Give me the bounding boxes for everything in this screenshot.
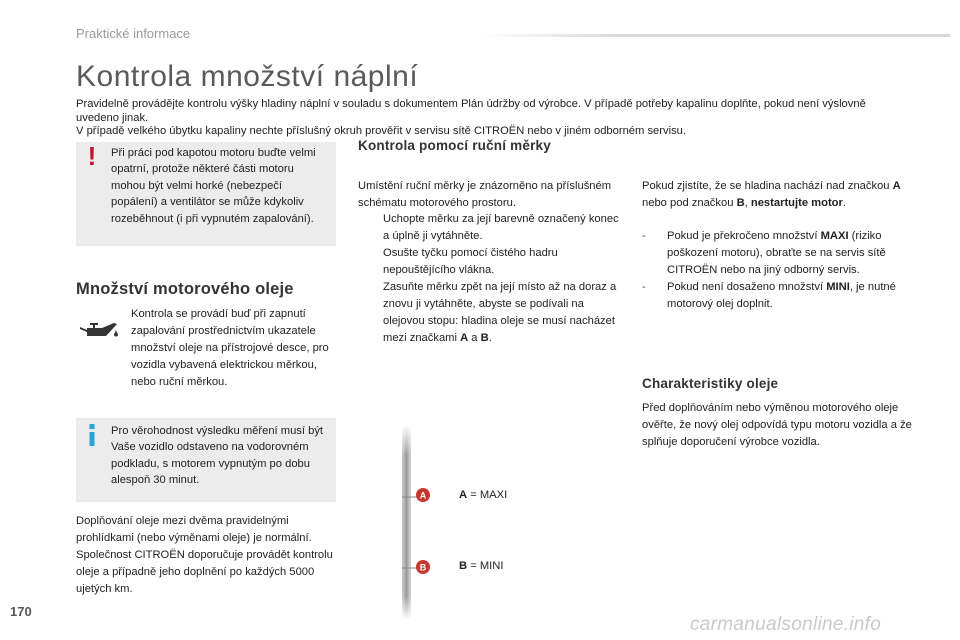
level-instructions — [642, 228, 917, 313]
dipstick-steps — [358, 211, 628, 347]
marker-a-label: A — [419, 490, 427, 501]
characteristics-title: Charakteristiky oleje — [642, 376, 779, 391]
intro-paragraph — [76, 98, 906, 139]
list-item: Osušte tyčku pomocí čistého hadru nepouštějícího vlákna. — [383, 247, 558, 276]
dash-marker: - — [642, 230, 646, 242]
exclamation-icon: ! — [87, 141, 97, 171]
section-label: Praktické informace — [76, 26, 191, 41]
list-item: - Pokud je překročeno množství MAXI (riziko poškození motoru), obraťte se na servis sítě CITROËN nebo na jiný odborný servis. — [642, 230, 886, 276]
watermark: carmanualsonline.info — [690, 614, 882, 635]
page-title: Kontrola množství náplní — [76, 60, 419, 93]
refill-text: Doplňování oleje mezi dvěma pravidelnými prohlídkami (nebo výměnami oleje) je normální. Společnost CITROËN doporučuje provádět kontrolu oleje a případně jeho doplnění po každých 5000 ujetých km. — [76, 515, 333, 595]
characteristics-text: Před doplňováním nebo výměnou motorového oleje ověřte, že nový olej odpovídá typu motoru vozidla a že splňuje doporučení výrobce vozidla. — [642, 402, 912, 448]
marker-b-label: B — [419, 562, 427, 573]
oil-section-text: Kontrola se provádí buď při zapnutí zapalování prostřednictvím ukazatele množství oleje na přístrojové desce, pro vozidla vybavená elektrickou měrkou, nebo ruční měrkou. — [131, 308, 329, 388]
intro-line-2: V případě velkého úbytku kapaliny nechte příslušný okruh prověřit v servisu sítě CITROËN nebo v jiném odborném servisu. — [76, 125, 687, 137]
label-maxi: A = MAXI — [459, 489, 508, 501]
dash-marker: - — [642, 281, 646, 293]
info-icon — [85, 424, 99, 446]
dipstick-illustration — [392, 425, 432, 620]
dipstick-section-title: Kontrola pomocí ruční měrky — [358, 138, 551, 153]
info-text: Pro věrohodnost výsledku měření musí být Vaše vozidlo odstaveno na vodorovném podkladu, s motorem vypnutým po dobu alespoň 30 minut. — [111, 425, 324, 487]
dipstick-intro: Umístění ruční měrky je znázorněno na příslušném schématu motorového prostoru. — [358, 180, 612, 209]
list-item: - Pokud není dosaženo množství MINI, je nutné motorový olej doplnit. — [642, 281, 896, 310]
oil-can-icon — [78, 318, 120, 344]
level-intro: Pokud zjistíte, že se hladina nachází nad značkou A nebo pod značkou B, nestartujte motor. — [642, 180, 901, 209]
header-divider — [480, 34, 950, 37]
warning-text: Při práci pod kapotou motoru buďte velmi opatrní, protože některé části motoru mohou být velmi horké (nebezpečí popálení) a ventilátor se může kdykoliv rozeběhnout (i při vypnutém zapalování). — [111, 147, 316, 225]
list-item: Zasuňte měrku zpět na její místo až na doraz a znovu ji vytáhněte, abyste se podívali na olejovou stopu: hladina oleje se musí nacházet mezi značkami A a B. — [383, 281, 617, 344]
label-mini: B = MINI — [459, 560, 504, 572]
intro-line-1: Pravidelně provádějte kontrolu výšky hladiny náplní v souladu s dokumentem Plán údržby od výrobce. V případě potřeby kapalinu doplňte, pokud není výslovně uvedeno jinak. — [76, 98, 866, 124]
oil-section-title: Množství motorového oleje — [76, 280, 294, 298]
page-number: 170 — [10, 604, 32, 619]
list-item: Uchopte měrku za její barevně označený konec a úplně ji vytáhněte. — [383, 213, 619, 242]
